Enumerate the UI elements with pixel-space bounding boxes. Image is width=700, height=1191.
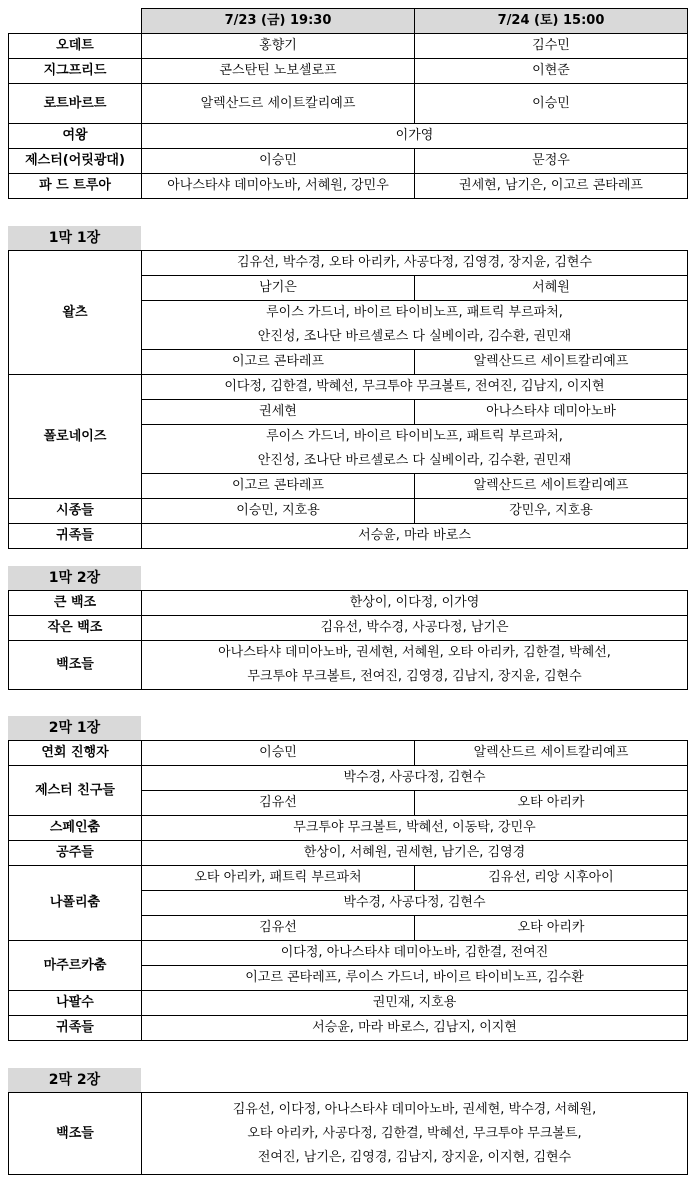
role-label: 큰 백조	[9, 591, 142, 616]
cast-cell: 이현준	[415, 59, 688, 84]
role-label: 마주르카춤	[9, 941, 142, 991]
cast-cell: 서혜원	[415, 276, 688, 301]
role-label: 작은 백조	[9, 616, 142, 641]
cast-cell: 홍향기	[142, 34, 415, 59]
cast-cell: 권민재, 지호용	[142, 991, 688, 1016]
cast-cell: 서승윤, 마라 바로스	[142, 524, 688, 549]
role-label: 시종들	[9, 499, 142, 524]
cast-cell: 오타 아리카	[415, 916, 688, 941]
section-title-act1-scene1: 1막 1장	[8, 226, 141, 250]
cast-cell-multiline	[142, 1093, 688, 1175]
cast-cell: 아나스타샤 데미아노바, 서혜원, 강민우	[142, 174, 415, 199]
cast-cell: 김유선, 박수경, 오타 아리카, 사공다정, 김영경, 장지윤, 김현수	[142, 251, 688, 276]
cast-cell: 안진성, 조나단 바르셀로스 다 실베이라, 김수환, 권민재	[142, 325, 688, 350]
role-label: 오데트	[9, 34, 142, 59]
role-label: 스페인춤	[9, 816, 142, 841]
cast-cell: 알렉산드르 세이트칼리예프	[415, 741, 688, 766]
role-label: 폴로네이즈	[9, 375, 142, 499]
cast-cell: 남기은	[142, 276, 415, 301]
role-label: 제스터(어릿광대)	[9, 149, 142, 174]
cast-line: 전여진, 남기은, 김영경, 김남지, 장지윤, 이지현, 김현수	[257, 1149, 572, 1165]
cast-cell: 루이스 가드너, 바이르 타이비노프, 패트릭 부르파처,	[142, 425, 688, 450]
cast-cell: 안진성, 조나단 바르셀로스 다 실베이라, 김수환, 권민재	[142, 449, 688, 474]
role-label: 지그프리드	[9, 59, 142, 84]
cast-cell: 이다정, 아나스타샤 데미아노바, 김한결, 전여진	[142, 941, 688, 966]
cast-cell: 무크투야 무크볼트, 전여진, 김영경, 김남지, 장지윤, 김현수	[142, 665, 688, 690]
role-label: 나폴리춤	[9, 866, 142, 941]
date-header-2: 7/24 (토) 15:00	[415, 9, 688, 34]
role-label: 공주들	[9, 841, 142, 866]
cast-cell: 한상이, 서혜원, 권세현, 남기은, 김영경	[142, 841, 688, 866]
cast-cell: 강민우, 지호용	[415, 499, 688, 524]
cast-cell: 오타 아리카	[415, 791, 688, 816]
cast-cell: 이가영	[142, 124, 688, 149]
principal-cast-table	[8, 8, 688, 199]
cast-cell: 오타 아리카, 패트릭 부르파처	[142, 866, 415, 891]
role-label: 백조들	[9, 641, 142, 690]
cast-cell: 이승민	[415, 84, 688, 124]
section-title-act2-scene2: 2막 2장	[8, 1068, 141, 1092]
cast-cell: 이승민	[142, 741, 415, 766]
cast-cell: 김유선, 리앙 시후아이	[415, 866, 688, 891]
role-label: 왈츠	[9, 251, 142, 375]
cast-cell: 루이스 가드너, 바이르 타이비노프, 패트릭 부르파처,	[142, 301, 688, 326]
cast-cell: 박수경, 사공다정, 김현수	[142, 766, 688, 791]
cast-cell: 이고르 콘타레프	[142, 474, 415, 499]
role-label: 제스터 친구들	[9, 766, 142, 816]
role-label: 파 드 트루아	[9, 174, 142, 199]
section-title-act2-scene1: 2막 1장	[8, 716, 141, 740]
cast-line: 김유선, 이다정, 아나스타샤 데미아노바, 권세현, 박수경, 서혜원,	[232, 1101, 597, 1117]
cast-cell: 서승윤, 마라 바로스, 김남지, 이지현	[142, 1016, 688, 1041]
cast-cell: 알렉산드르 세이트칼리예프	[142, 84, 415, 124]
cast-cell: 권세현	[142, 400, 415, 425]
cast-cell: 콘스탄틴 노보셀로프	[142, 59, 415, 84]
cast-cell: 아나스타샤 데미아노바, 권세현, 서혜원, 오타 아리카, 김한결, 박혜선,	[142, 641, 688, 666]
cast-cell: 이승민, 지호용	[142, 499, 415, 524]
role-label: 귀족들	[9, 524, 142, 549]
role-label: 백조들	[9, 1093, 142, 1175]
cast-cell: 이고르 콘타레프	[142, 350, 415, 375]
cast-cell: 문정우	[415, 149, 688, 174]
cast-cell: 김유선, 박수경, 사공다정, 남기은	[142, 616, 688, 641]
cast-cell: 이다정, 김한결, 박혜선, 무크투야 무크볼트, 전여진, 김남지, 이지현	[142, 375, 688, 400]
cast-cell: 권세현, 남기은, 이고르 콘타레프	[415, 174, 688, 199]
cast-cell: 무크투야 무크볼트, 박혜선, 이동탁, 강민우	[142, 816, 688, 841]
role-label: 여왕	[9, 124, 142, 149]
cast-cell: 김유선	[142, 791, 415, 816]
header-blank-cell	[9, 9, 142, 34]
act1-scene1-table	[8, 250, 688, 549]
cast-cell: 한상이, 이다정, 이가영	[142, 591, 688, 616]
role-label: 연회 진행자	[9, 741, 142, 766]
cast-cell: 알렉산드르 세이트칼리예프	[415, 474, 688, 499]
act1-scene2-table	[8, 590, 688, 690]
role-label: 로트바르트	[9, 84, 142, 124]
cast-line: 오타 아리카, 사공다정, 김한결, 박혜선, 무크투야 무크볼트,	[247, 1125, 582, 1141]
role-label: 나팔수	[9, 991, 142, 1016]
cast-cell: 이고르 콘타레프, 루이스 가드너, 바이르 타이비노프, 김수환	[142, 966, 688, 991]
cast-cell: 이승민	[142, 149, 415, 174]
cast-cell: 박수경, 사공다정, 김현수	[142, 891, 688, 916]
cast-cell: 김수민	[415, 34, 688, 59]
cast-cell: 아나스타샤 데미아노바	[415, 400, 688, 425]
act2-scene1-table	[8, 740, 688, 1041]
section-title-act1-scene2: 1막 2장	[8, 566, 141, 590]
cast-cell: 김유선	[142, 916, 415, 941]
date-header-1: 7/23 (금) 19:30	[142, 9, 415, 34]
role-label: 귀족들	[9, 1016, 142, 1041]
act2-scene2-table	[8, 1092, 688, 1175]
cast-cell: 알렉산드르 세이트칼리예프	[415, 350, 688, 375]
